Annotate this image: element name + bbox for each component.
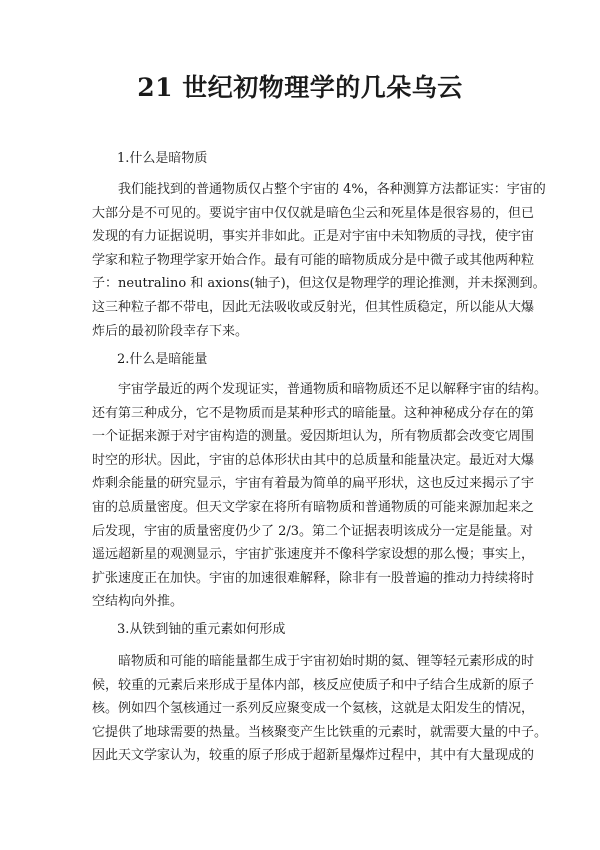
text-line: 它提供了地球需要的热量。当核聚变产生比铁重的元素时，就需要大量的中子。 (92, 724, 548, 740)
text-line: 我们能找到的普通物质仅占整个宇宙的 4%，各种测算方法都证实：宇宙的 (118, 182, 546, 197)
text-line: 炸剩余能量的研究显示，宇宙有着最为简单的扁平形状，这也反过来揭示了宇 (92, 476, 535, 492)
text-line: 暗物质和可能的暗能量都生成于宇宙初始时期的氦、锂等轻元素形成的时 (118, 654, 535, 669)
text-line: 一个证据来源于对宇宙构造的测量。爱因斯坦认为，所有物质都会改变它周围 (92, 429, 535, 445)
text-line: 子：neutralino 和 axions(轴子)，但这仅是物理学的理论推测，并未探测到。 (92, 276, 546, 292)
text-line: 候，较重的元素后来形成于星体内部，核反应使质子和中子结合生成新的原子 (92, 677, 535, 693)
text-line: 宙的总质量密度。但天文学家在将所有暗物质和普通物质的可能来源加起来之 (92, 499, 535, 515)
text-line: 时空的形状。因此，宇宙的总体形状由其中的总质量和能量决定。最近对大爆 (92, 452, 535, 468)
section-heading-dark-matter: 1.什么是暗物质 (117, 151, 208, 166)
section-heading-heavy-elements: 3.从铁到铀的重元素如何形成 (117, 622, 286, 637)
text-line: 空结构向外推。 (92, 594, 184, 610)
text-line: 遥远超新星的观测显示，宇宙扩张速度并不像科学家设想的那么慢；事实上， (92, 547, 535, 563)
text-line: 后发现，宇宙的质量密度仍少了 2/3。第二个证据表明该成分一定是能量。对 (92, 523, 534, 539)
paragraph-dark-matter (92, 178, 546, 343)
section-heading-dark-energy: 2.什么是暗能量 (117, 352, 208, 367)
text-line: 发现的有力证据说明，事实并非如此。正是对宇宙中未知物质的寻找，使宇宙 (92, 229, 535, 245)
text-line: 宇宙学最近的两个发现证实，普通物质和暗物质还不足以解释宇宙的结构。 (118, 382, 548, 397)
text-line: 学家和粒子物理学家开始合作。最有可能的暗物质成分是中微子或其他两种粒 (92, 252, 535, 268)
text-line: 核。例如四个氢核通过一系列反应聚变成一个氦核，这就是太阳发生的情况， (92, 701, 535, 717)
text-line: 还有第三种成分，它不是物质而是某种形式的暗能量。这种神秘成分存在的第 (92, 405, 535, 421)
page-title: 21 世纪初物理学的几朵乌云 (137, 73, 463, 102)
paragraph-heavy-elements (92, 650, 548, 768)
text-line: 扩张速度正在加快。宇宙的加速很难解释，除非有一股普遍的推动力持续将时 (92, 570, 535, 586)
paragraph-dark-energy (92, 378, 548, 614)
text-line: 炸后的最初阶段幸存下来。 (92, 323, 249, 339)
text-line: 大部分是不可见的。要说宇宙中仅仅就是暗色尘云和死星体是很容易的，但已 (92, 205, 535, 221)
text-line: 这三种粒子都不带电，因此无法吸收或反射光，但其性质稳定，所以能从大爆 (92, 299, 535, 315)
text-line: 因此天文学家认为，较重的原子形成于超新星爆炸过程中，其中有大量现成的 (92, 748, 535, 764)
